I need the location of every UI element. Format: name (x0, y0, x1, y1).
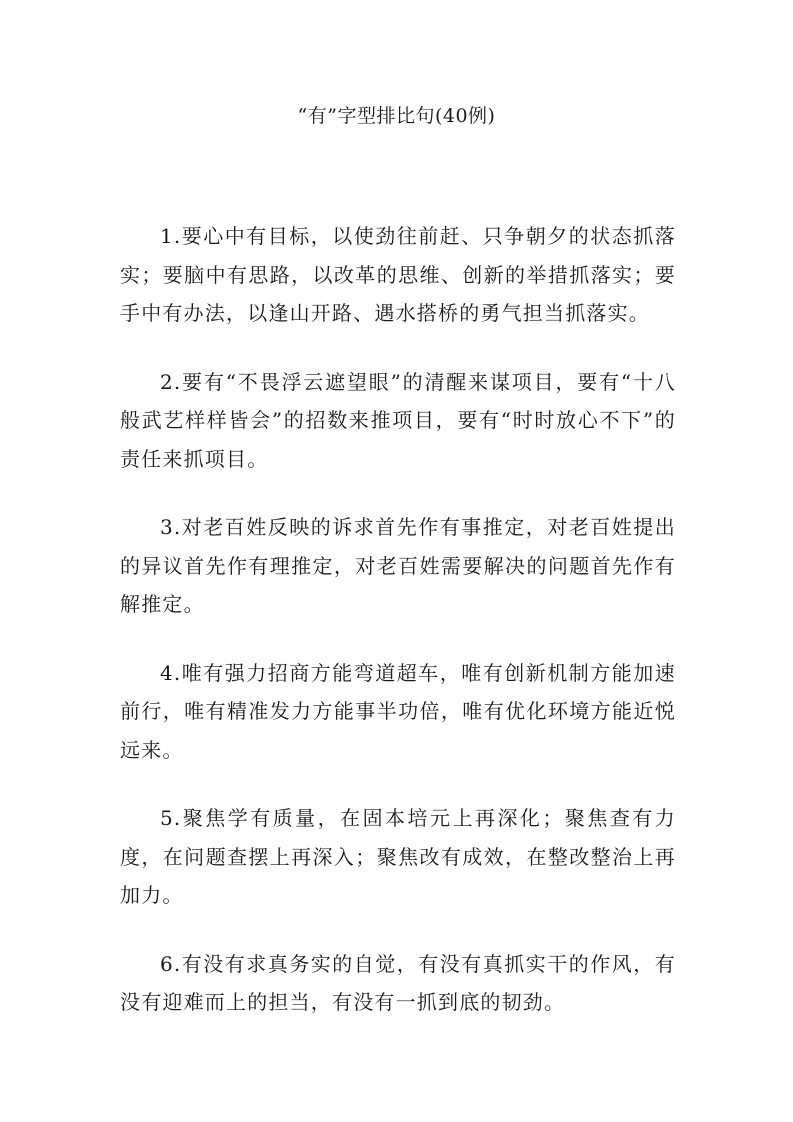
paragraph-4: 4.唯有强力招商方能弯道超车，唯有创新机制方能加速前行，唯有精准发力方能事半功倍，唯有优化环境方能近悦远来。 (120, 660, 676, 762)
document-body (120, 217, 676, 1052)
paragraph-6: 6.有没有求真务实的自觉，有没有真抓实干的作风，有没有迎难而上的担当，有没有一抓到底的韧劲。 (120, 951, 676, 1014)
paragraph-3: 3.对老百姓反映的诉求首先作有事推定，对老百姓提出的异议首先作有理推定，对老百姓需要解决的问题首先作有解推定。 (120, 515, 676, 616)
paragraph-2: 2.要有“不畏浮云遮望眼”的清醒来谋项目，要有“十八般武艺样样皆会”的招数来推项目，要有“时时放心不下”的责任来抓项目。 (120, 369, 676, 471)
document-title: “有”字型排比句(40例) (297, 105, 496, 127)
paragraph-1: 1.要心中有目标，以使劲往前赶、只争朝夕的状态抓落实；要脑中有思路，以改革的思维、创新的举措抓落实；要手中有办法，以逢山开路、遇水搭桥的勇气担当抓落实。 (120, 224, 676, 325)
paragraph-5: 5.聚焦学有质量，在固本培元上再深化；聚焦查有力度，在问题查摆上再深入；聚焦改有成效，在整改整治上再加力。 (120, 806, 676, 907)
